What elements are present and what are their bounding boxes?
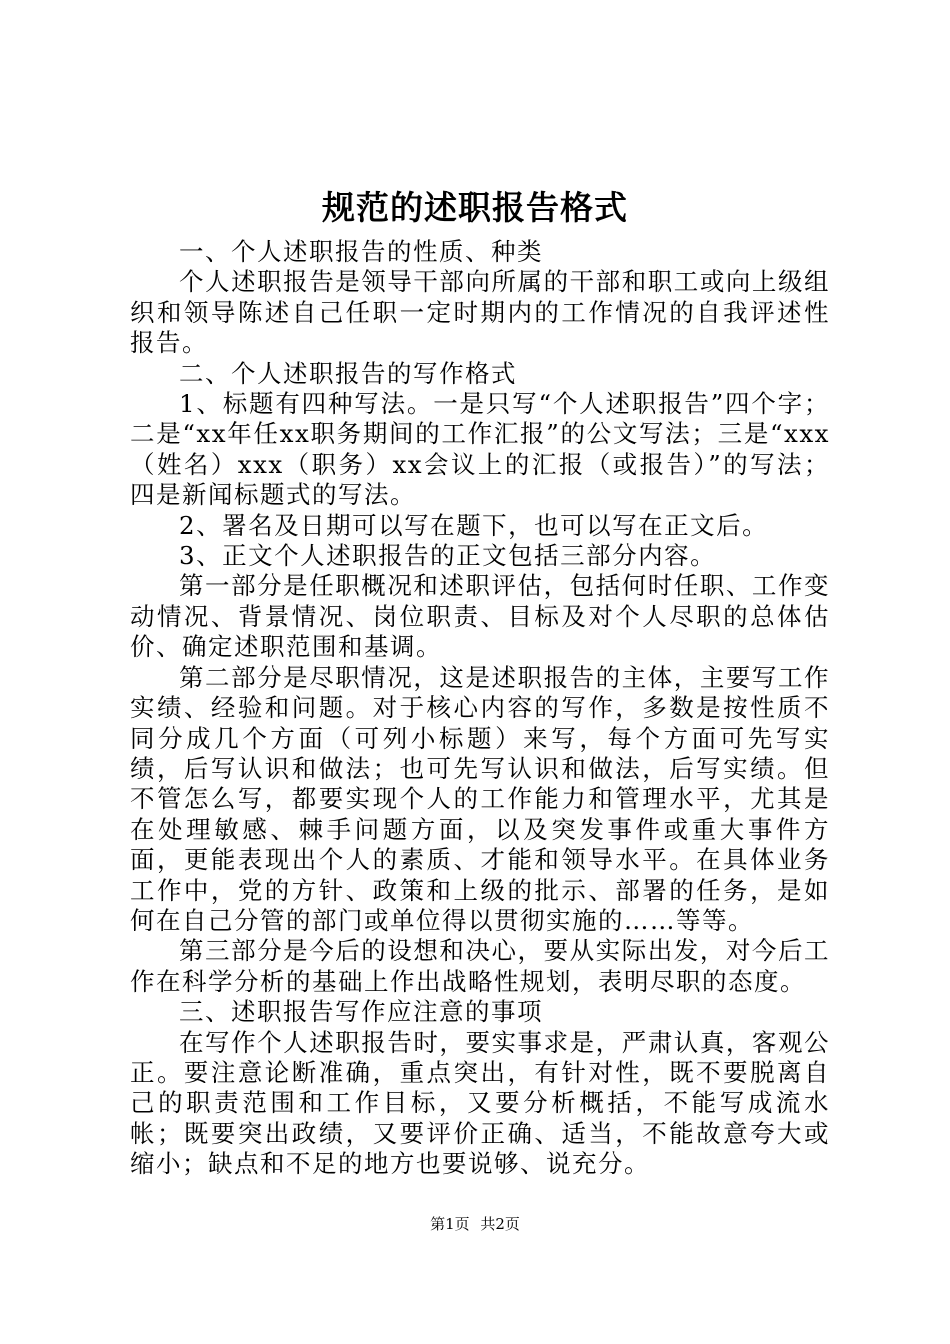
- paragraph-title-format: 1、标题有四种写法。一是只写“个人述职报告”四个字；二是“xx年任xx职务期间的工作汇报”的公文写法；三是“xxx（姓名）xxx（职务）xx会议上的汇报（或报告）”的写法；四是新闻标题式的写法。: [130, 389, 830, 510]
- section-heading-3: 三、述职报告写作应注意的事项: [179, 997, 543, 1027]
- document-body: [130, 237, 830, 1180]
- paragraph-signature-date: 2、署名及日期可以写在题下，也可以写在正文后。: [179, 510, 769, 540]
- paragraph-definition: 个人述职报告是领导干部向所属的干部和职工或向上级组织和领导陈述自己任职一定时期内的工作情况的自我评述性报告。: [130, 267, 830, 358]
- page-total: 共2页: [480, 1215, 520, 1233]
- paragraph-part-two: 第二部分是尽职情况，这是述职报告的主体，主要写工作实绩、经验和问题。对于核心内容的写作，多数是按性质不同分成几个方面（可列小标题）来写，每个方面可先写实绩，后写认识和做法；也可先写认识和做法，后写实绩。但不管怎么写，都要实现个人的工作能力和管理水平，尤其是在处理敏感、棘手问题方面，以及突发事件或重大事件方面，更能表现出个人的素质、才能和领导水平。在具体业务工作中，党的方针、政策和上级的批示、部署的任务，是如何在自己分管的部门或单位得以贯彻实施的……等等。: [130, 662, 830, 935]
- paragraph-notes: 在写作个人述职报告时，要实事求是，严肃认真，客观公正。要注意论断准确，重点突出，有针对性，既不要脱离自己的职责范围和工作目标，又要分析概括，不能写成流水帐；既要突出政绩，又要评价正确、适当，不能故意夸大或缩小；缺点和不足的地方也要说够、说充分。: [130, 1027, 830, 1179]
- page-footer: [0, 1213, 950, 1235]
- section-heading-2: 二、个人述职报告的写作格式: [179, 358, 517, 388]
- paragraph-part-three: 第三部分是今后的设想和决心，要从实际出发，对今后工作在科学分析的基础上作出战略性规划，表明尽职的态度。: [130, 936, 830, 996]
- section-heading-1: 一、个人述职报告的性质、种类: [179, 237, 543, 266]
- document-title: 规范的述职报告格式: [322, 188, 628, 227]
- paragraph-main-text: 3、正文个人述职报告的正文包括三部分内容。: [179, 541, 717, 571]
- paragraph-part-one: 第一部分是任职概况和述职评估，包括何时任职、工作变动情况、背景情况、岗位职责、目标及对个人尽职的总体估价、确定述职范围和基调。: [130, 571, 830, 662]
- page-number: 第1页: [430, 1215, 470, 1233]
